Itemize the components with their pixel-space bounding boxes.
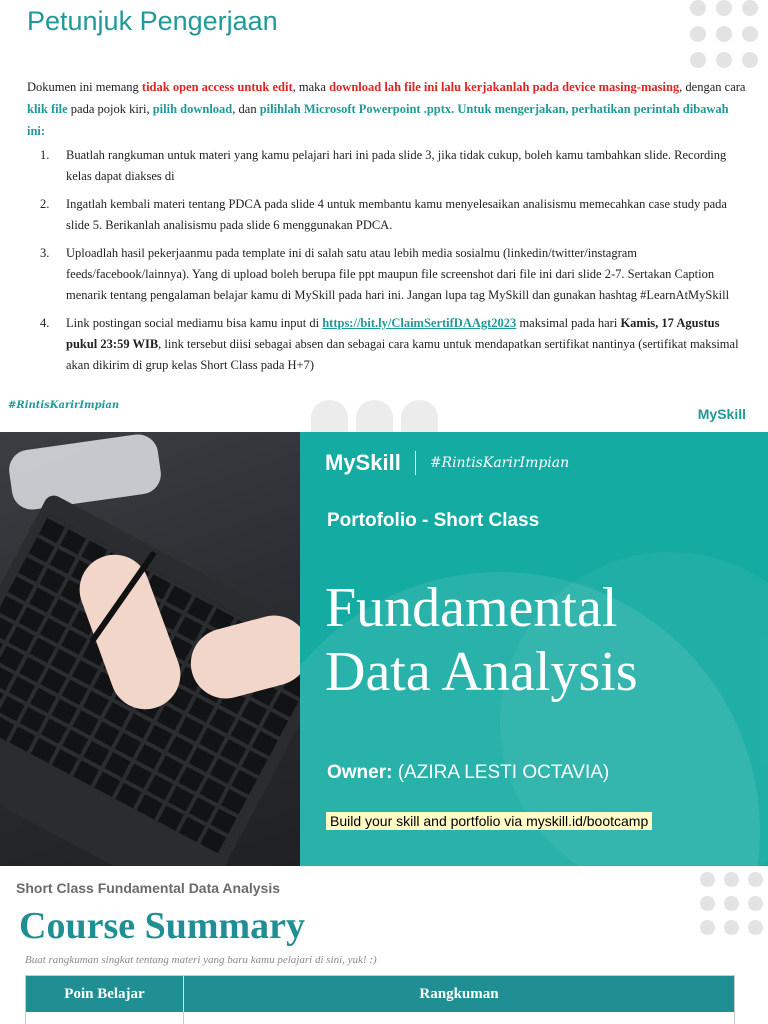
intro-text: pada pojok kiri, <box>67 102 153 116</box>
hashtag-logo: #RintisKarirImpian <box>8 400 120 411</box>
list-text-part: Link postingan social mediamu bisa kamu input di <box>66 316 323 330</box>
cover-title-line: Fundamental <box>325 577 618 639</box>
list-text: Buatlah rangkuman untuk materi yang kamu pelajari hari ini pada slide 3, jika tidak cukup, boleh kamu tambahkan slide. Recording kelas dapat diakses di <box>66 148 727 183</box>
cover-panel <box>300 432 768 866</box>
table-row <box>26 1012 734 1024</box>
slide-note: Buat rangkuman singkat tentang materi yang baru kamu pelajari di sini, yuk! :) <box>25 954 377 966</box>
slide-title: Course Summary <box>19 905 306 947</box>
list-text: Uploadlah hasil pekerjaanmu pada template ini di salah satu atau lebih media sosialmu (linkedin/twitter/instagram feeds/facebook/lainnya). Yang di upload boleh berupa file ppt maupun file screenshot dari file ini dari slide 2-7. Sertakan Caption menarik tentang pengalaman belajar kamu di MySkill pada hari ini. Jangan lupa tag MySkill dan gunakan hashtag #LearnAtMySkill <box>66 246 730 302</box>
slide-tab-shapes <box>311 400 438 432</box>
instruction-list <box>40 145 745 383</box>
intro-highlight: pilih download <box>152 102 233 116</box>
laptop-photo <box>0 432 300 866</box>
intro-warning: tidak open access untuk edit <box>141 80 293 94</box>
photo-highlight <box>7 432 164 512</box>
list-item <box>40 194 745 236</box>
hashtag-logo: #RintisKarirImpian <box>429 455 570 471</box>
intro-text: , maka <box>292 80 330 94</box>
list-text-part: maksimal pada hari <box>516 316 621 330</box>
intro-highlight: klik file <box>27 102 68 116</box>
course-summary-slide <box>0 866 768 1024</box>
page-title: Petunjuk Pengerjaan <box>27 6 278 36</box>
intro-text: , dengan cara <box>679 80 746 94</box>
myskill-logo: MySkill <box>325 450 401 475</box>
intro-highlight: pilihlah Microsoft Powerpoint .pptx. Untuk mengerjakan, perhatikan perintah dibawah ini: <box>27 102 729 138</box>
slide-header: Short Class Fundamental Data Analysis <box>16 880 280 896</box>
claim-certificate-link[interactable]: https://bit.ly/ClaimSertifDAAgt2023 <box>322 316 517 330</box>
myskill-logo: MySkill <box>697 406 746 422</box>
list-text: Ingatlah kembali materi tentang PDCA pada slide 4 untuk membantu kamu menyelesaikan analisismu memecahkan case study pada slide 5. Berikanlah analisismu pada slide 6 menggunakan PDCA. <box>66 197 727 232</box>
column-header-rangkuman: Rangkuman <box>419 986 499 1002</box>
list-number: 1. <box>40 148 50 162</box>
list-text-part: , link tersebut diisi sebagai absen dan sebagai cara kamu untuk mendapatkan sertifikat nantinya (sertifikat maksimal akan dikirim di grup kelas Short Class pada H+7) <box>66 337 739 372</box>
list-item <box>40 243 745 306</box>
column-header-poin: Poin Belajar <box>26 976 184 1012</box>
table-cell[interactable] <box>26 1012 184 1024</box>
intro-paragraph <box>27 76 747 142</box>
cover-subtitle: Portofolio - Short Class <box>327 510 540 531</box>
dot-grid-decoration <box>690 0 758 68</box>
list-number: 2. <box>40 197 50 211</box>
table-header <box>26 976 734 1012</box>
intro-text: Dokumen ini memang <box>27 80 142 94</box>
intro-text: , dan <box>232 102 260 116</box>
list-number: 4. <box>40 316 50 330</box>
dot-grid-decoration <box>700 872 763 935</box>
instructions-slide <box>0 0 768 432</box>
intro-warning: download lah file ini lalu kerjakanlah pada device masing-masing <box>329 80 680 94</box>
bootcamp-cta: Build your skill and portfolio via myskill.id/bootcamp <box>326 812 652 830</box>
summary-table <box>25 975 735 1024</box>
owner-label: Owner: <box>327 762 393 783</box>
cover-title <box>325 576 638 704</box>
brand-divider <box>415 451 416 475</box>
list-item <box>40 145 745 187</box>
list-text <box>66 313 745 376</box>
list-number: 3. <box>40 246 50 260</box>
cover-slide <box>0 432 768 866</box>
table-cell[interactable] <box>184 1012 734 1024</box>
owner-line <box>327 762 609 784</box>
owner-name: (AZIRA LESTI OCTAVIA) <box>392 762 610 783</box>
cover-title-line: Data Analysis <box>325 641 638 703</box>
list-item <box>40 313 745 376</box>
deadline-text: Kamis, 17 Agustus pukul 23:59 WIB <box>66 316 720 351</box>
cover-brand <box>325 450 569 476</box>
